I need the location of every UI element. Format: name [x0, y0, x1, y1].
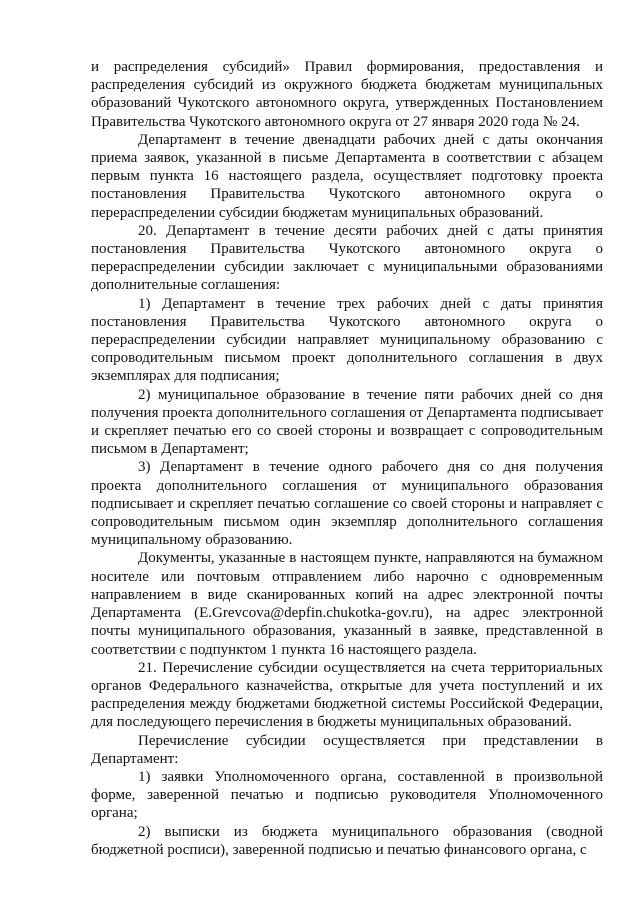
paragraph-item-20-2: 2) муниципальное образование в течение пяти рабочих дней со дня получения проекта дополнительного соглашения от Департамента подписывает и скрепляет печатью его со своей стороны и возвращает с сопроводительным письмом в Департамент;: [91, 386, 603, 458]
paragraph-item-20-3: 3) Департамент в течение одного рабочего дня со дня получения проекта дополнительного соглашения от муниципального образования подписывает и скрепляет печатью соглашение со своей стороны и направляет с сопроводительным письмом один экземпляр дополнительного соглашения муниципальному образованию.: [91, 459, 603, 549]
paragraph-continuation: и распределения субсидий» Правил формирования, предоставления и распределения субсидий из окружного бюджета бюджетам муниципальных образований Чукотского автономного округа, утвержденных Постановлением Правительства Чукотского автономного округа от 27 января 2020 года № 24.: [91, 59, 603, 130]
document-page: [91, 58, 603, 859]
paragraph-item-20-1: 1) Департамент в течение трех рабочих дней с даты принятия постановления Правительства Чукотского автономного округа о перераспределении субсидии направляет муниципальному образованию с сопроводительным письмом проект дополнительного соглашения в двух экземплярах для подписания;: [91, 295, 603, 385]
paragraph-documents: Документы, указанные в настоящем пункте, направляются на бумажном носителе или почтовым отправлением либо нарочно с одновременным направлением в виде сканированных копий на адрес электронной почты Департамента (E.Grevcova@depfin.chukotka-gov.ru), на адрес электронной почты муниципального образования, указанный в заявке, представленной в соответствии с подпунктом 1 пункта 16 настоящего раздела.: [91, 550, 603, 658]
paragraph-item-21-2: 2) выписки из бюджета муниципального образования (сводной бюджетной росписи), заверенной подписью и печатью финансового органа, с: [91, 823, 603, 858]
paragraph-item-21: 21. Перечисление субсидии осуществляется на счета территориальных органов Федерального казначейства, открытые для учета поступлений и их распределения между бюджетами бюджетной системы Российской Федерации, для последующего перечисления в бюджеты муниципальных образований.: [91, 659, 603, 731]
paragraph-item-21-1: 1) заявки Уполномоченного органа, составленной в произвольной форме, заверенной печатью и подписью руководителя Уполномоченного органа;: [91, 768, 603, 822]
paragraph-item-20: 20. Департамент в течение десяти рабочих дней с даты принятия постановления Правительства Чукотского автономного округа о перераспределении субсидии заключает с муниципальными образованиями дополнительные соглашения:: [91, 222, 603, 294]
paragraph-department-preparation: Департамент в течение двенадцати рабочих дней с даты окончания приема заявок, указанной в письме Департамента в соответствии с абзацем первым пункта 16 настоящего раздела, осуществляет подготовку проекта постановления Правительства Чукотского автономного округа о перераспределении субсидии бюджетам муниципальных образований.: [91, 131, 603, 221]
paragraph-transfer-conditions: Перечисление субсидии осуществляется при представлении в Департамент:: [91, 732, 603, 767]
